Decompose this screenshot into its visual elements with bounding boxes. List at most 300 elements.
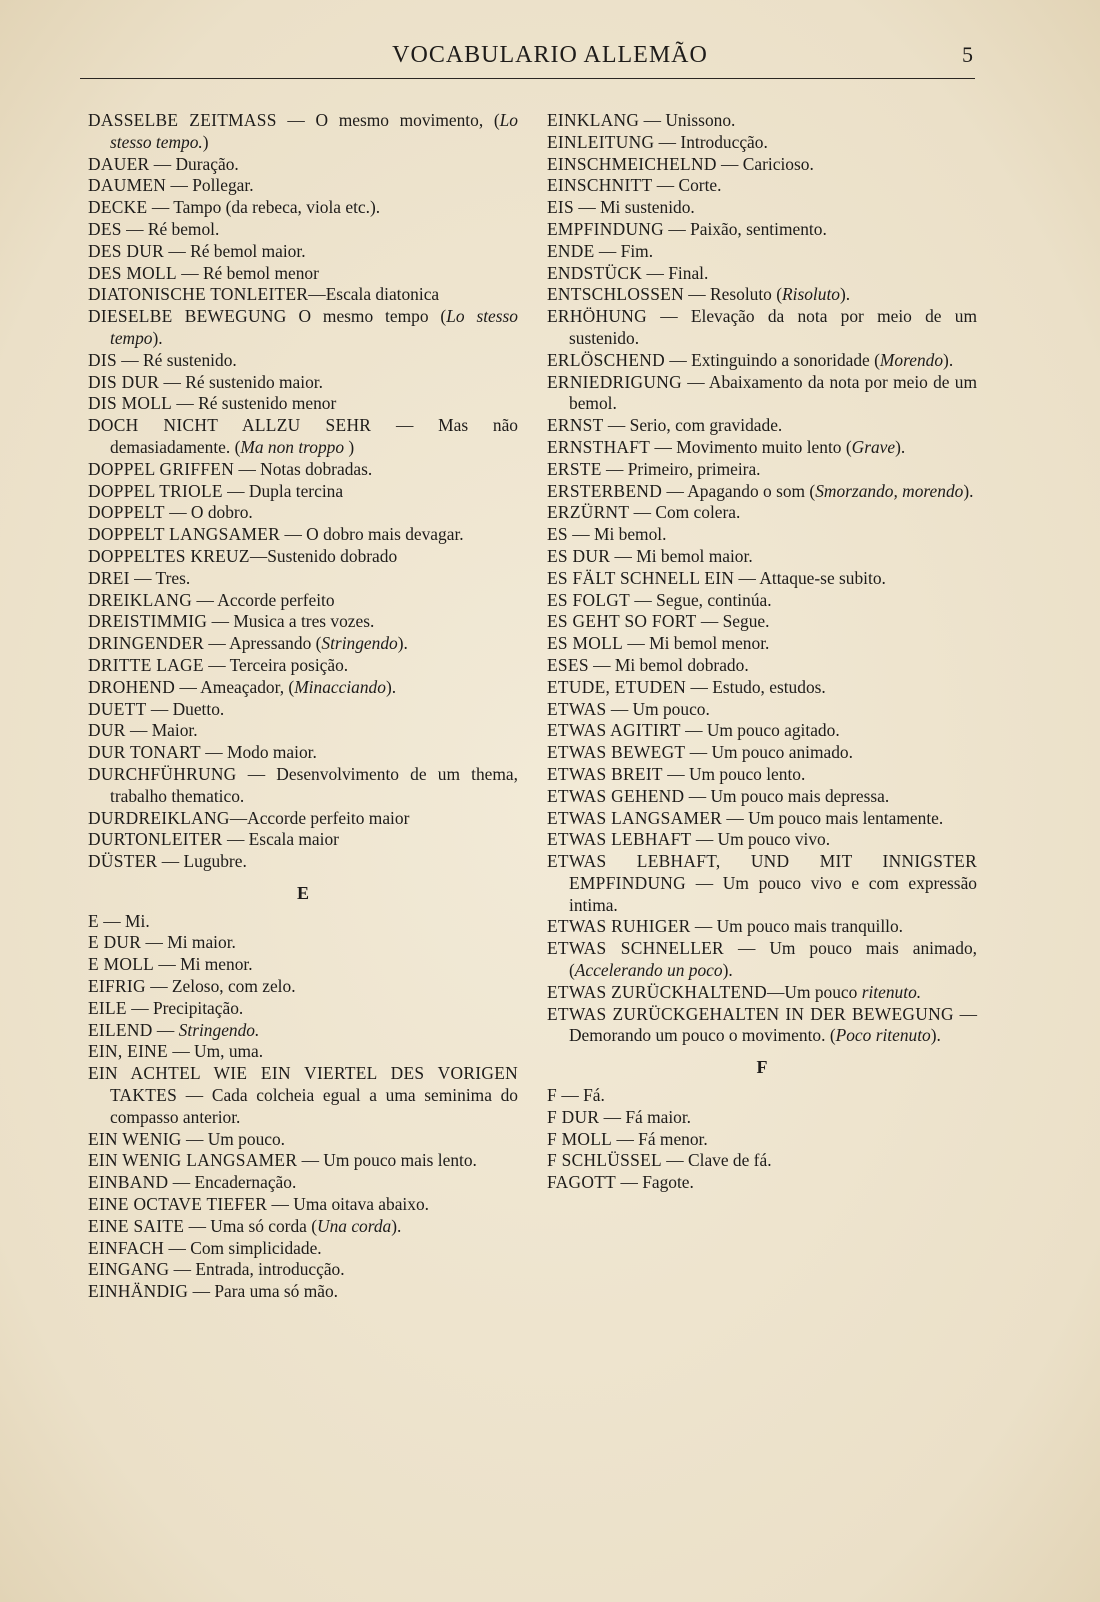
page-title: VOCABULARIO ALLEMÃO bbox=[392, 42, 708, 68]
entry-term: ERHÖHUNG bbox=[547, 306, 647, 327]
dictionary-entry bbox=[547, 699, 977, 721]
entry-definition: — Uma só corda ( bbox=[184, 1215, 318, 1236]
entry-term: ENDSTÜCK bbox=[547, 262, 643, 283]
entry-end: ). bbox=[385, 676, 397, 697]
entry-term: EIN WENIG LANGSAMER bbox=[88, 1150, 298, 1171]
entry-definition: — Caricioso. bbox=[716, 153, 814, 174]
entry-italic: Stringendo bbox=[321, 633, 398, 654]
entry-definition: — Zeloso, com zelo. bbox=[145, 976, 296, 997]
entry-term: ETWAS AGITIRT bbox=[547, 720, 681, 741]
entry-definition: — Para uma só mão. bbox=[188, 1281, 338, 1302]
entry-definition: — Notas dobradas. bbox=[234, 458, 373, 479]
entry-definition: — Ré sustenido maior. bbox=[159, 371, 323, 392]
dictionary-entry bbox=[547, 502, 977, 524]
entry-definition: — Maior. bbox=[125, 720, 198, 741]
dictionary-entry bbox=[88, 976, 518, 998]
entry-term: EINKLANG bbox=[547, 110, 640, 130]
entry-definition: — Unissono. bbox=[639, 110, 736, 130]
dictionary-entry bbox=[547, 306, 977, 350]
entry-term: DROHEND bbox=[88, 676, 176, 697]
entry-term: ETWAS BEWEGT bbox=[547, 742, 686, 763]
entry-definition: — Ameaçador, ( bbox=[175, 676, 295, 697]
entry-definition: — Um, uma. bbox=[167, 1041, 264, 1062]
dictionary-entry bbox=[547, 1107, 977, 1129]
dictionary-entry bbox=[547, 590, 977, 612]
page-number: 5 bbox=[962, 42, 973, 67]
entry-italic: Accelerando un poco bbox=[574, 960, 723, 981]
dictionary-entry bbox=[547, 110, 977, 132]
entry-definition: — Ré sustenido menor bbox=[172, 393, 337, 414]
entry-definition: —Accorde perfeito maior bbox=[229, 807, 410, 828]
entry-term: ERSTE bbox=[547, 458, 602, 479]
entry-italic: Poco ritenuto bbox=[835, 1025, 931, 1046]
dictionary-entry bbox=[547, 241, 977, 263]
entry-definition: — Entrada, introducção. bbox=[169, 1259, 345, 1280]
entry-definition: — O dobro mais devagar. bbox=[280, 524, 464, 545]
entry-definition: — Apressando ( bbox=[204, 633, 322, 654]
dictionary-entry bbox=[88, 851, 518, 873]
entry-term: E bbox=[88, 910, 99, 931]
entry-term: DES bbox=[88, 218, 122, 239]
entry-term: E MOLL bbox=[88, 954, 155, 975]
entry-term: ERZÜRNT bbox=[547, 502, 630, 523]
entry-definition: O mesmo tempo ( bbox=[286, 306, 447, 327]
dictionary-entry bbox=[547, 829, 977, 851]
entry-term: ETWAS GEHEND bbox=[547, 785, 685, 806]
entry-definition: — Movimento muito lento ( bbox=[650, 436, 852, 457]
entry-term: DES DUR bbox=[88, 240, 165, 261]
entry-definition: — Estudo, estudos. bbox=[686, 676, 826, 697]
entry-definition: — Mi bemol. bbox=[567, 524, 667, 545]
entry-definition: — Cada colcheia egual a uma seminima do compasso anterior. bbox=[110, 1085, 518, 1127]
dictionary-entry bbox=[88, 1281, 518, 1303]
entry-term: DUR TONART bbox=[88, 742, 201, 763]
entry-definition: —Sustenido dobrado bbox=[249, 545, 398, 566]
dictionary-entry bbox=[547, 764, 977, 786]
entry-term: ES FOLGT bbox=[547, 589, 631, 610]
entry-term: EIS bbox=[547, 197, 574, 218]
entry-term: EIN ACHTEL WIE EIN VIERTEL DES VORIGEN TAKTES bbox=[88, 1063, 518, 1106]
entry-definition: — Accorde perfeito bbox=[192, 589, 335, 610]
dictionary-entry bbox=[88, 524, 518, 546]
entry-definition: — Mi sustenido. bbox=[574, 197, 695, 218]
entry-definition: — Lugubre. bbox=[157, 851, 247, 872]
dictionary-entry bbox=[88, 590, 518, 612]
entry-definition: — Terceira posição. bbox=[203, 654, 349, 675]
entry-term: ES GEHT SO FORT bbox=[547, 611, 697, 632]
dictionary-entry bbox=[88, 263, 518, 285]
entry-term: ES bbox=[547, 524, 568, 545]
entry-term: DAUMEN bbox=[88, 175, 167, 196]
entry-end: ). bbox=[840, 284, 851, 305]
entry-end: ). bbox=[397, 633, 408, 654]
entry-term: ETWAS ZURÜCKGEHALTEN IN DER BEWEGUNG bbox=[547, 1003, 954, 1024]
entry-term: ERSTERBEND bbox=[547, 480, 663, 501]
entry-term: DREIKLANG bbox=[88, 589, 193, 610]
entry-definition: — Um pouco animado. bbox=[685, 742, 853, 763]
entry-term: EILEND bbox=[88, 1019, 153, 1040]
dictionary-entry bbox=[547, 546, 977, 568]
entry-term: F MOLL bbox=[547, 1128, 613, 1149]
dictionary-entry bbox=[88, 1150, 518, 1172]
entry-definition: — Musica a tres vozes. bbox=[207, 611, 375, 632]
entry-definition: — Demorando um pouco o movimento. ( bbox=[569, 1003, 977, 1046]
dictionary-entry bbox=[88, 764, 518, 808]
entry-definition: — Um pouco mais tranquillo. bbox=[690, 916, 904, 937]
entry-definition: — Segue, continúa. bbox=[630, 589, 772, 610]
entry-term: DOPPELT bbox=[88, 502, 165, 523]
entry-term: EINLEITUNG bbox=[547, 131, 655, 152]
entry-term: DÜSTER bbox=[88, 851, 158, 872]
dictionary-entry bbox=[88, 219, 518, 241]
entry-term: ENDE bbox=[547, 240, 595, 261]
entry-term: EINBAND bbox=[88, 1172, 169, 1193]
dictionary-entry bbox=[88, 1216, 518, 1238]
entry-definition: — Mi bemol maior. bbox=[610, 545, 753, 566]
dictionary-entry bbox=[547, 132, 977, 154]
entry-definition: — Ré bemol. bbox=[121, 218, 220, 239]
entry-term: EINFACH bbox=[88, 1237, 165, 1258]
entry-term: DASSELBE ZEITMASS bbox=[88, 110, 277, 130]
entry-definition: — Corte. bbox=[652, 175, 722, 196]
entry-definition: — Serio, com gravidade. bbox=[603, 415, 783, 436]
entry-definition: — Fá maior. bbox=[599, 1106, 692, 1127]
entry-definition: — Elevação da nota por meio de um sustenido. bbox=[569, 306, 977, 348]
dictionary-entry bbox=[88, 372, 518, 394]
dictionary-entry bbox=[88, 677, 518, 699]
dictionary-entry bbox=[547, 1004, 977, 1048]
dictionary-entry bbox=[88, 415, 518, 459]
entry-definition: — Escala maior bbox=[222, 829, 339, 850]
dictionary-entry bbox=[547, 633, 977, 655]
entry-definition: — Um pouco mais depressa. bbox=[684, 785, 890, 806]
dictionary-entry bbox=[547, 982, 977, 1004]
entry-definition: — Pollegar. bbox=[166, 175, 254, 196]
dictionary-entry bbox=[547, 197, 977, 219]
entry-term: FAGOTT bbox=[547, 1172, 617, 1193]
entry-term: EINE OCTAVE TIEFER bbox=[88, 1194, 268, 1215]
entry-term: ERNSTHAFT bbox=[547, 436, 651, 457]
dictionary-entry bbox=[88, 459, 518, 481]
entry-definition: — O dobro. bbox=[164, 502, 253, 523]
entry-term: DURDREIKLANG bbox=[88, 807, 230, 828]
entry-term: ES DUR bbox=[547, 545, 611, 566]
entry-term: ERNST bbox=[547, 415, 604, 436]
entry-term: DAUER bbox=[88, 153, 150, 174]
entry-definition: — bbox=[152, 1019, 179, 1040]
entry-definition: — Mas não demasiadamente. ( bbox=[110, 415, 519, 457]
entry-definition: — Clave de fá. bbox=[661, 1150, 772, 1171]
entry-definition: — Extinguindo a sonoridade ( bbox=[664, 349, 880, 370]
entry-definition: — Com colera. bbox=[629, 502, 741, 523]
section-heading: E bbox=[296, 882, 309, 903]
entry-definition: — Um pouco. bbox=[606, 698, 710, 719]
dictionary-entry bbox=[88, 611, 518, 633]
entry-term: DOCH NICHT ALLZU SEHR bbox=[88, 415, 372, 436]
entry-definition: — Duração. bbox=[149, 153, 239, 174]
dictionary-entry bbox=[88, 393, 518, 415]
dictionary-entry bbox=[88, 720, 518, 742]
entry-definition: — O mesmo movimento, ( bbox=[276, 110, 500, 130]
dictionary-entry bbox=[88, 699, 518, 721]
dictionary-entry bbox=[547, 372, 977, 416]
entry-definition: — Introducção. bbox=[654, 131, 768, 152]
entry-definition: — Um pouco mais animado, ( bbox=[569, 938, 977, 981]
entry-term: DIS bbox=[88, 349, 117, 370]
entry-italic: Lo stesso tempo bbox=[110, 306, 518, 348]
running-header bbox=[0, 42, 1100, 74]
entry-term: DIS DUR bbox=[88, 371, 160, 392]
dictionary-entry bbox=[88, 197, 518, 219]
dictionary-entry bbox=[88, 829, 518, 851]
entry-definition: — Tampo (da rebeca, viola etc.). bbox=[147, 197, 381, 218]
entry-term: DREISTIMMIG bbox=[88, 611, 208, 632]
entry-italic: Risoluto bbox=[782, 284, 840, 305]
dictionary-entry bbox=[88, 1238, 518, 1260]
entry-term: DOPPEL GRIFFEN bbox=[88, 458, 235, 479]
entry-term: ETWAS LEBHAFT, UND MIT INNIGSTER EMPFINDUNG bbox=[547, 851, 977, 893]
entry-definition: — Fá. bbox=[556, 1085, 605, 1106]
entry-definition: — Uma oitava abaixo. bbox=[267, 1194, 429, 1215]
entry-italic: Una corda bbox=[317, 1215, 392, 1236]
dictionary-entry bbox=[88, 284, 518, 306]
entry-term: DOPPEL TRIOLE bbox=[88, 480, 223, 501]
dictionary-entry bbox=[547, 568, 977, 590]
dictionary-entry bbox=[547, 808, 977, 830]
entry-term: ETWAS RUHIGER bbox=[547, 916, 691, 937]
dictionary-entry bbox=[547, 916, 977, 938]
entry-term: DIATONISCHE TONLEITER bbox=[88, 284, 309, 305]
entry-end: ). bbox=[152, 327, 163, 348]
entry-definition: — Segue. bbox=[696, 611, 770, 632]
entry-term: DRITTE LAGE bbox=[88, 654, 204, 675]
dictionary-entry bbox=[547, 720, 977, 742]
entry-term: EIN WENIG bbox=[88, 1128, 182, 1149]
entry-italic: Lo stesso tempo. bbox=[110, 110, 519, 152]
entry-definition: — Modo maior. bbox=[200, 742, 317, 763]
entry-term: EINE SAITE bbox=[88, 1215, 185, 1236]
entry-definition: — Um pouco lento. bbox=[662, 763, 806, 784]
dictionary-entry bbox=[547, 154, 977, 176]
entry-term: DIESELBE BEWEGUNG bbox=[88, 306, 287, 327]
entry-definition: — Dupla tercina bbox=[222, 480, 344, 501]
dictionary-entry bbox=[547, 481, 977, 503]
entry-definition: — Paixão, sentimento. bbox=[664, 218, 827, 239]
entry-definition: — Mi. bbox=[98, 910, 150, 931]
dictionary-entry bbox=[88, 1194, 518, 1216]
entry-definition: —Escala diatonica bbox=[308, 284, 440, 305]
header-rule bbox=[80, 78, 975, 79]
entry-term: DOPPELTES KREUZ bbox=[88, 545, 250, 566]
dictionary-entry bbox=[88, 655, 518, 677]
entry-italic: Stringendo. bbox=[178, 1019, 260, 1040]
dictionary-entry bbox=[547, 350, 977, 372]
dictionary-entry bbox=[88, 154, 518, 176]
entry-term: ETWAS LEBHAFT bbox=[547, 829, 692, 850]
entry-definition: — Mi bemol dobrado. bbox=[588, 654, 749, 675]
entry-definition: — Fim. bbox=[594, 240, 654, 261]
entry-italic: Minacciando bbox=[294, 676, 386, 697]
dictionary-entry bbox=[88, 1129, 518, 1151]
dictionary-entry bbox=[88, 998, 518, 1020]
dictionary-entry bbox=[547, 611, 977, 633]
entry-end: ). bbox=[963, 480, 974, 501]
dictionary-entry bbox=[88, 1020, 518, 1042]
entry-term: ETWAS BREIT bbox=[547, 763, 663, 784]
dictionary-entry bbox=[88, 241, 518, 263]
entry-term: DIS MOLL bbox=[88, 393, 173, 414]
entry-end: ). bbox=[391, 1215, 402, 1236]
entry-term: DUETT bbox=[88, 698, 147, 719]
entry-definition: — Fagote. bbox=[616, 1172, 694, 1193]
entry-term: EINSCHNITT bbox=[547, 175, 653, 196]
entry-term: EINSCHMEICHELND bbox=[547, 153, 717, 174]
entry-end: ). bbox=[943, 349, 954, 370]
dictionary-entry bbox=[88, 1063, 518, 1128]
right-column bbox=[547, 110, 977, 1194]
dictionary-entry bbox=[547, 1129, 977, 1151]
dictionary-entry bbox=[547, 175, 977, 197]
entry-term: ENTSCHLOSSEN bbox=[547, 284, 684, 305]
entry-definition: — Ré sustenido. bbox=[116, 349, 237, 370]
entry-definition: — Encadernação. bbox=[168, 1172, 297, 1193]
entry-definition: — Primeiro, primeira. bbox=[601, 458, 761, 479]
entry-term: DURCHFÜHRUNG bbox=[88, 763, 237, 784]
entry-term: EINGANG bbox=[88, 1259, 170, 1280]
dictionary-entry bbox=[547, 524, 977, 546]
dictionary-entry bbox=[547, 459, 977, 481]
dictionary-entry bbox=[88, 742, 518, 764]
dictionary-entry bbox=[547, 655, 977, 677]
entry-term: DREI bbox=[88, 567, 130, 588]
dictionary-entry bbox=[88, 546, 518, 568]
dictionary-entry bbox=[88, 306, 518, 350]
entry-term: EIN, EINE bbox=[88, 1041, 168, 1062]
dictionary-entry bbox=[547, 1150, 977, 1172]
entry-term: ES FÄLT SCHNELL EIN bbox=[547, 567, 735, 588]
dictionary-entry bbox=[88, 1259, 518, 1281]
entry-definition: — Um pouco. bbox=[181, 1128, 286, 1149]
entry-definition: — Precipitação. bbox=[126, 997, 244, 1018]
dictionary-entry bbox=[547, 415, 977, 437]
dictionary-entry bbox=[88, 1041, 518, 1063]
entry-definition: — Um pouco vivo e com expressão intima. bbox=[569, 872, 977, 915]
entry-definition: — Um pouco mais lento. bbox=[297, 1150, 477, 1171]
entry-term: ETUDE, ETUDEN bbox=[547, 676, 687, 697]
dictionary-entry bbox=[88, 502, 518, 524]
dictionary-entry bbox=[88, 633, 518, 655]
dictionary-entry bbox=[547, 1085, 977, 1107]
entry-definition: — Com simplicidade. bbox=[164, 1237, 322, 1258]
entry-term: ERNIEDRIGUNG bbox=[547, 371, 682, 392]
dictionary-entry bbox=[547, 1172, 977, 1194]
entry-end: ) bbox=[202, 131, 209, 152]
entry-definition: — Ré bemol maior. bbox=[164, 240, 306, 261]
entry-term: DRINGENDER bbox=[88, 633, 205, 654]
dictionary-entry bbox=[547, 219, 977, 241]
entry-italic: Morendo bbox=[879, 349, 944, 370]
entry-term: EMPFINDUNG bbox=[547, 218, 665, 239]
dictionary-entry bbox=[547, 786, 977, 808]
entry-term: ETWAS SCHNELLER bbox=[547, 938, 724, 959]
entry-italic: Smorzando, morendo bbox=[815, 480, 964, 501]
entry-definition: — Mi bemol menor. bbox=[623, 633, 770, 654]
entry-end: ). bbox=[722, 960, 733, 981]
dictionary-entry bbox=[88, 110, 518, 154]
dictionary-entry bbox=[88, 350, 518, 372]
dictionary-entry bbox=[88, 175, 518, 197]
entry-definition: — Apagando o som ( bbox=[662, 480, 816, 501]
entry-definition: — Attaque-se subito. bbox=[734, 567, 886, 588]
entry-definition: — Mi maior. bbox=[141, 932, 236, 953]
entry-term: EILE bbox=[88, 997, 127, 1018]
entry-definition: — Mi menor. bbox=[154, 954, 253, 975]
left-column bbox=[88, 110, 518, 1303]
dictionary-entry bbox=[88, 481, 518, 503]
entry-term: F SCHLÜSSEL bbox=[547, 1150, 662, 1171]
dictionary-entry bbox=[547, 938, 977, 982]
dictionary-entry bbox=[88, 954, 518, 976]
entry-definition: — Duetto. bbox=[146, 698, 225, 719]
entry-definition: — Fá menor. bbox=[612, 1128, 708, 1149]
entry-term: DECKE bbox=[88, 197, 148, 218]
dictionary-entry bbox=[547, 284, 977, 306]
entry-term: DURTONLEITER bbox=[88, 829, 223, 850]
entry-end: ) bbox=[344, 436, 355, 457]
entry-italic: Grave bbox=[851, 436, 896, 457]
dictionary-entry bbox=[547, 263, 977, 285]
entry-term: ERLÖSCHEND bbox=[547, 349, 665, 370]
entry-definition: — Um pouco mais lentamente. bbox=[722, 807, 944, 828]
entry-term: DUR bbox=[88, 720, 126, 741]
dictionary-entry bbox=[88, 1172, 518, 1194]
dictionary-entry bbox=[547, 677, 977, 699]
dictionary-entry bbox=[88, 932, 518, 954]
entry-definition: — Resoluto ( bbox=[683, 284, 783, 305]
entry-definition: — Abaixamento da nota por meio de um bemol. bbox=[569, 371, 977, 414]
entry-definition: — Um pouco vivo. bbox=[691, 829, 831, 850]
entry-italic: ritenuto. bbox=[861, 981, 922, 1002]
entry-term: ETWAS ZURÜCKHALTEND bbox=[547, 981, 768, 1002]
entry-term: F DUR bbox=[547, 1106, 600, 1127]
entry-term: ES MOLL bbox=[547, 633, 624, 654]
entry-italic: Ma non troppo bbox=[240, 436, 345, 457]
entry-end: ). bbox=[895, 436, 906, 457]
entry-term: ETWAS LANGSAMER bbox=[547, 807, 723, 828]
dictionary-entry bbox=[547, 742, 977, 764]
entry-term: E DUR bbox=[88, 932, 142, 953]
entry-term: F bbox=[547, 1085, 557, 1106]
entry-end: ). bbox=[930, 1025, 941, 1046]
dictionary-entry bbox=[88, 568, 518, 590]
section-heading: F bbox=[756, 1057, 768, 1078]
dictionary-entry bbox=[88, 911, 518, 933]
entry-term: DES MOLL bbox=[88, 262, 177, 283]
entry-definition: — Ré bemol menor bbox=[176, 262, 319, 283]
entry-term: EIFRIG bbox=[88, 976, 146, 997]
entry-term: ETWAS bbox=[547, 698, 607, 719]
entry-definition: — Desenvolvimento de um thema, trabalho thematico. bbox=[110, 763, 518, 806]
dictionary-entry bbox=[547, 437, 977, 459]
dictionary-entry bbox=[88, 808, 518, 830]
entry-definition: — Tres. bbox=[129, 567, 191, 588]
entry-definition: — Um pouco agitado. bbox=[680, 720, 840, 741]
entry-definition: — Final. bbox=[642, 262, 709, 283]
entry-term: ESES bbox=[547, 654, 589, 675]
entry-term: DOPPELT LANGSAMER bbox=[88, 524, 281, 545]
entry-term: EINHÄNDIG bbox=[88, 1281, 189, 1302]
entry-definition: —Um pouco bbox=[767, 981, 862, 1002]
